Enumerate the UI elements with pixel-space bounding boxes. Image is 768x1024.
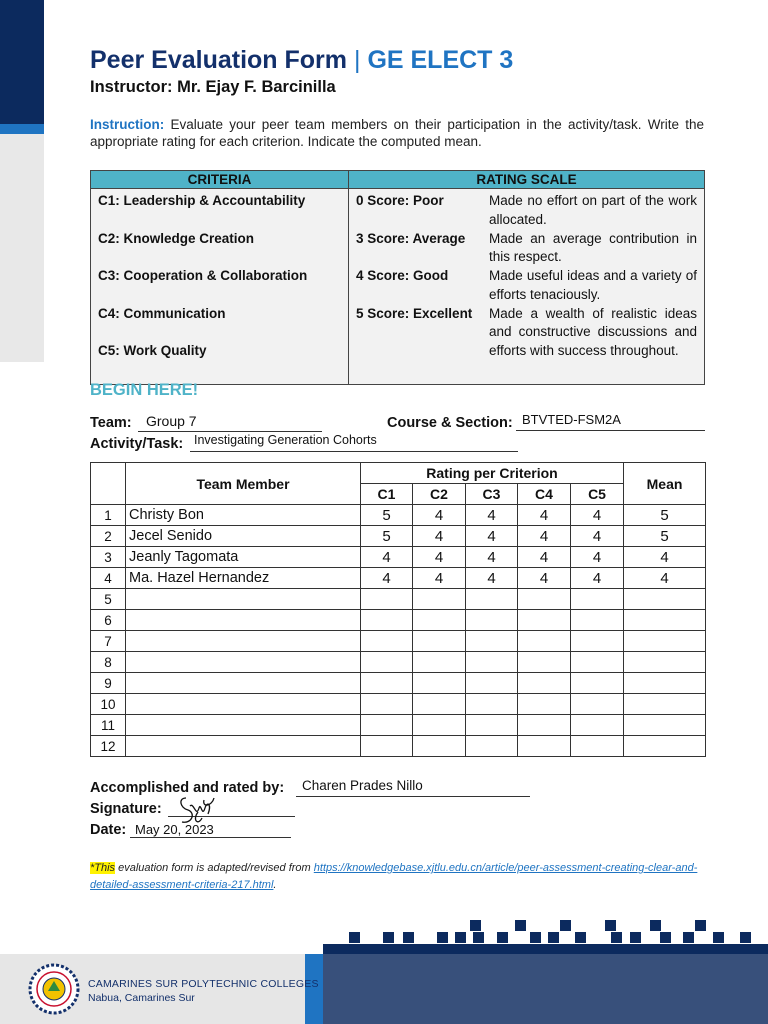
scale-row-average	[356, 230, 697, 268]
row-number: 4	[91, 568, 126, 589]
score-cell-c1[interactable]: 5	[361, 505, 413, 526]
team-field[interactable]: Group 7	[146, 413, 197, 429]
team-label: Team:	[90, 415, 132, 431]
score-cell-c4[interactable]	[518, 652, 571, 673]
mean-cell[interactable]: 4	[624, 568, 706, 589]
scale-desc: Made useful ideas and a variety of efforts tenaciously.	[489, 268, 697, 302]
table-row	[91, 589, 706, 610]
score-cell-c1[interactable]	[361, 715, 413, 736]
score-cell-c3[interactable]: 4	[466, 505, 518, 526]
scale-key: 3 Score: Average	[356, 230, 466, 246]
footnote	[90, 860, 710, 894]
member-name-cell[interactable]: Ma. Hazel Hernandez	[126, 568, 361, 589]
table-row	[91, 652, 706, 673]
score-cell-c3[interactable]	[466, 631, 518, 652]
score-cell-c1[interactable]	[361, 589, 413, 610]
date-label: Date:	[90, 822, 127, 838]
activity-underline	[190, 451, 518, 452]
row-number: 9	[91, 673, 126, 694]
footer-navy-band	[323, 954, 768, 1024]
criteria-header: CRITERIA	[91, 171, 349, 189]
side-accent-dark	[0, 0, 44, 124]
table-row	[91, 736, 706, 757]
score-cell-c4[interactable]	[518, 631, 571, 652]
table-row	[91, 631, 706, 652]
signature-label: Signature:	[90, 801, 162, 817]
score-cell-c3[interactable]	[466, 610, 518, 631]
title-main: Peer Evaluation Form	[90, 46, 348, 74]
score-cell-c4[interactable]	[518, 694, 571, 715]
row-number: 1	[91, 505, 126, 526]
score-cell-c2[interactable]: 4	[413, 526, 466, 547]
mean-cell[interactable]	[624, 610, 706, 631]
rating-scale-header: RATING SCALE	[349, 171, 705, 189]
mean-cell[interactable]: 5	[624, 505, 706, 526]
course-section-field[interactable]: BTVTED-FSM2A	[522, 412, 621, 427]
c5-header: C5	[571, 484, 624, 505]
score-cell-c4[interactable]: 4	[518, 547, 571, 568]
members-rating-table	[90, 462, 706, 757]
instruction-label: Instruction:	[90, 117, 165, 132]
score-cell-c4[interactable]: 4	[518, 568, 571, 589]
table-row	[91, 568, 706, 589]
score-cell-c2[interactable]	[413, 610, 466, 631]
team-underline	[138, 431, 322, 432]
score-cell-c2[interactable]: 4	[413, 505, 466, 526]
criterion-c2: C2: Knowledge Creation	[98, 230, 255, 246]
rated-by-field[interactable]: Charen Prades Nillo	[302, 778, 423, 793]
mean-cell[interactable]	[624, 652, 706, 673]
score-cell-c1[interactable]: 4	[361, 547, 413, 568]
c4-header: C4	[518, 484, 571, 505]
score-cell-c2[interactable]	[413, 736, 466, 757]
college-name: CAMARINES SUR POLYTECHNIC COLLEGES	[88, 978, 319, 990]
score-cell-c2[interactable]	[413, 652, 466, 673]
score-cell-c3[interactable]: 4	[466, 526, 518, 547]
score-cell-c2[interactable]	[413, 673, 466, 694]
member-name-cell[interactable]: Christy Bon	[126, 505, 361, 526]
score-cell-c4[interactable]	[518, 673, 571, 694]
activity-label: Activity/Task:	[90, 436, 184, 452]
score-cell-c2[interactable]	[413, 631, 466, 652]
score-cell-c4[interactable]	[518, 736, 571, 757]
rated-by-underline	[296, 796, 530, 797]
score-cell-c5[interactable]	[571, 694, 624, 715]
table-row	[91, 526, 706, 547]
score-cell-c3[interactable]	[466, 736, 518, 757]
mean-cell[interactable]	[624, 694, 706, 715]
row-number: 8	[91, 652, 126, 673]
row-number: 12	[91, 736, 126, 757]
score-cell-c2[interactable]: 4	[413, 547, 466, 568]
scale-key: 4 Score: Good	[356, 268, 449, 283]
table-row	[91, 673, 706, 694]
footnote-suffix: .	[273, 879, 277, 891]
college-seal-logo	[28, 963, 80, 1015]
scale-desc: Made a wealth of realistic ideas and constructive discussions and efforts with success throughout.	[489, 305, 697, 358]
criteria-list-cell	[91, 189, 349, 385]
table-row	[91, 715, 706, 736]
date-field[interactable]: May 20, 2023	[135, 822, 214, 837]
source-link[interactable]: https://knowledgebase.xjtlu.edu.cn/article/peer-assessment-creating-clear-and-detailed-assessment-criteria-217.html	[90, 862, 698, 891]
scale-row-poor	[356, 192, 697, 230]
activity-field[interactable]: Investigating Generation Cohorts	[194, 433, 377, 447]
table-row	[91, 547, 706, 568]
row-number: 2	[91, 526, 126, 547]
course-section-label: Course & Section:	[387, 415, 513, 431]
mean-cell[interactable]: 4	[624, 547, 706, 568]
member-rows	[91, 505, 706, 757]
score-cell-c1[interactable]	[361, 652, 413, 673]
instruction-paragraph	[90, 116, 704, 150]
page-title	[90, 46, 513, 75]
course-section-underline	[516, 430, 705, 431]
scale-row-excellent	[356, 305, 697, 361]
mean-cell[interactable]: 5	[624, 526, 706, 547]
score-cell-c5[interactable]	[571, 589, 624, 610]
score-cell-c3[interactable]: 4	[466, 568, 518, 589]
member-name-cell[interactable]	[126, 589, 361, 610]
c3-header: C3	[466, 484, 518, 505]
score-cell-c4[interactable]	[518, 610, 571, 631]
table-row	[91, 505, 706, 526]
rating-scale-cell	[349, 189, 705, 385]
rating-per-criterion-header: Rating per Criterion	[361, 463, 624, 484]
score-cell-c4[interactable]: 4	[518, 526, 571, 547]
member-name-cell[interactable]	[126, 610, 361, 631]
scale-key: 5 Score: Excellent	[356, 305, 473, 321]
row-number: 7	[91, 631, 126, 652]
row-number: 6	[91, 610, 126, 631]
mean-cell[interactable]	[624, 631, 706, 652]
begin-here-heading: BEGIN HERE!	[90, 381, 199, 399]
criterion-c1: C1: Leadership & Accountability	[98, 193, 306, 208]
score-cell-c5[interactable]	[571, 736, 624, 757]
mean-header: Mean	[624, 463, 706, 505]
row-number: 5	[91, 589, 126, 610]
score-cell-c1[interactable]	[361, 610, 413, 631]
member-name-cell[interactable]	[126, 631, 361, 652]
scale-desc: Made an average contribution in this respect.	[489, 230, 697, 264]
score-cell-c1[interactable]: 4	[361, 568, 413, 589]
mean-cell[interactable]	[624, 736, 706, 757]
score-cell-c1[interactable]	[361, 736, 413, 757]
side-accent-gray	[0, 134, 44, 362]
table-row	[91, 610, 706, 631]
row-number: 11	[91, 715, 126, 736]
criterion-c4: C4: Communication	[98, 305, 226, 321]
table-row	[91, 694, 706, 715]
member-name-cell[interactable]	[126, 694, 361, 715]
instruction-text: Evaluate your peer team members on their participation in the activity/task. Write the appropriate rating for each criterion. Indicate the computed mean.	[90, 117, 704, 149]
scale-row-good	[356, 267, 697, 305]
row-number: 3	[91, 547, 126, 568]
mean-cell[interactable]	[624, 715, 706, 736]
score-cell-c5[interactable]	[571, 673, 624, 694]
team-member-header: Team Member	[126, 463, 361, 505]
scale-key: 0 Score: Poor	[356, 193, 444, 208]
score-cell-c5[interactable]: 4	[571, 568, 624, 589]
score-cell-c5[interactable]	[571, 715, 624, 736]
footnote-text: evaluation form is adapted/revised from	[115, 862, 314, 874]
title-separator: |	[353, 46, 361, 74]
member-name-cell[interactable]: Jecel Senido	[126, 526, 361, 547]
score-cell-c3[interactable]	[466, 589, 518, 610]
member-name-cell[interactable]	[126, 736, 361, 757]
score-cell-c4[interactable]: 4	[518, 505, 571, 526]
criterion-c3: C3: Cooperation & Collaboration	[98, 268, 308, 283]
mean-cell[interactable]	[624, 673, 706, 694]
date-underline	[130, 837, 291, 838]
score-cell-c2[interactable]	[413, 694, 466, 715]
score-cell-c3[interactable]	[466, 673, 518, 694]
score-cell-c1[interactable]	[361, 673, 413, 694]
score-cell-c2[interactable]: 4	[413, 568, 466, 589]
score-cell-c4[interactable]	[518, 715, 571, 736]
score-cell-c4[interactable]	[518, 589, 571, 610]
criteria-table	[90, 170, 705, 385]
num-header	[91, 463, 126, 505]
score-cell-c5[interactable]: 4	[571, 547, 624, 568]
score-cell-c5[interactable]	[571, 610, 624, 631]
score-cell-c1[interactable]	[361, 694, 413, 715]
member-name-cell[interactable]: Jeanly Tagomata	[126, 547, 361, 568]
c2-header: C2	[413, 484, 466, 505]
rated-by-label: Accomplished and rated by:	[90, 780, 285, 796]
score-cell-c5[interactable]	[571, 631, 624, 652]
score-cell-c5[interactable]	[571, 652, 624, 673]
criterion-c5: C5: Work Quality	[98, 343, 207, 358]
score-cell-c3[interactable]	[466, 715, 518, 736]
scale-desc: Made no effort on part of the work allocated.	[489, 193, 697, 227]
score-cell-c3[interactable]	[466, 652, 518, 673]
footnote-prefix: *This	[90, 862, 116, 874]
title-course: GE ELECT 3	[367, 46, 514, 74]
college-address: Nabua, Camarines Sur	[88, 992, 195, 1004]
row-number: 10	[91, 694, 126, 715]
instructor-name: Instructor: Mr. Ejay F. Barcinilla	[90, 78, 336, 96]
score-cell-c1[interactable]	[361, 631, 413, 652]
score-cell-c2[interactable]	[413, 589, 466, 610]
score-cell-c3[interactable]	[466, 694, 518, 715]
score-cell-c2[interactable]	[413, 715, 466, 736]
score-cell-c3[interactable]: 4	[466, 547, 518, 568]
member-name-cell[interactable]	[126, 673, 361, 694]
score-cell-c1[interactable]: 5	[361, 526, 413, 547]
member-name-cell[interactable]	[126, 715, 361, 736]
score-cell-c5[interactable]: 4	[571, 505, 624, 526]
side-accent-blue	[0, 124, 44, 134]
mean-cell[interactable]	[624, 589, 706, 610]
member-name-cell[interactable]	[126, 652, 361, 673]
c1-header: C1	[361, 484, 413, 505]
score-cell-c5[interactable]: 4	[571, 526, 624, 547]
